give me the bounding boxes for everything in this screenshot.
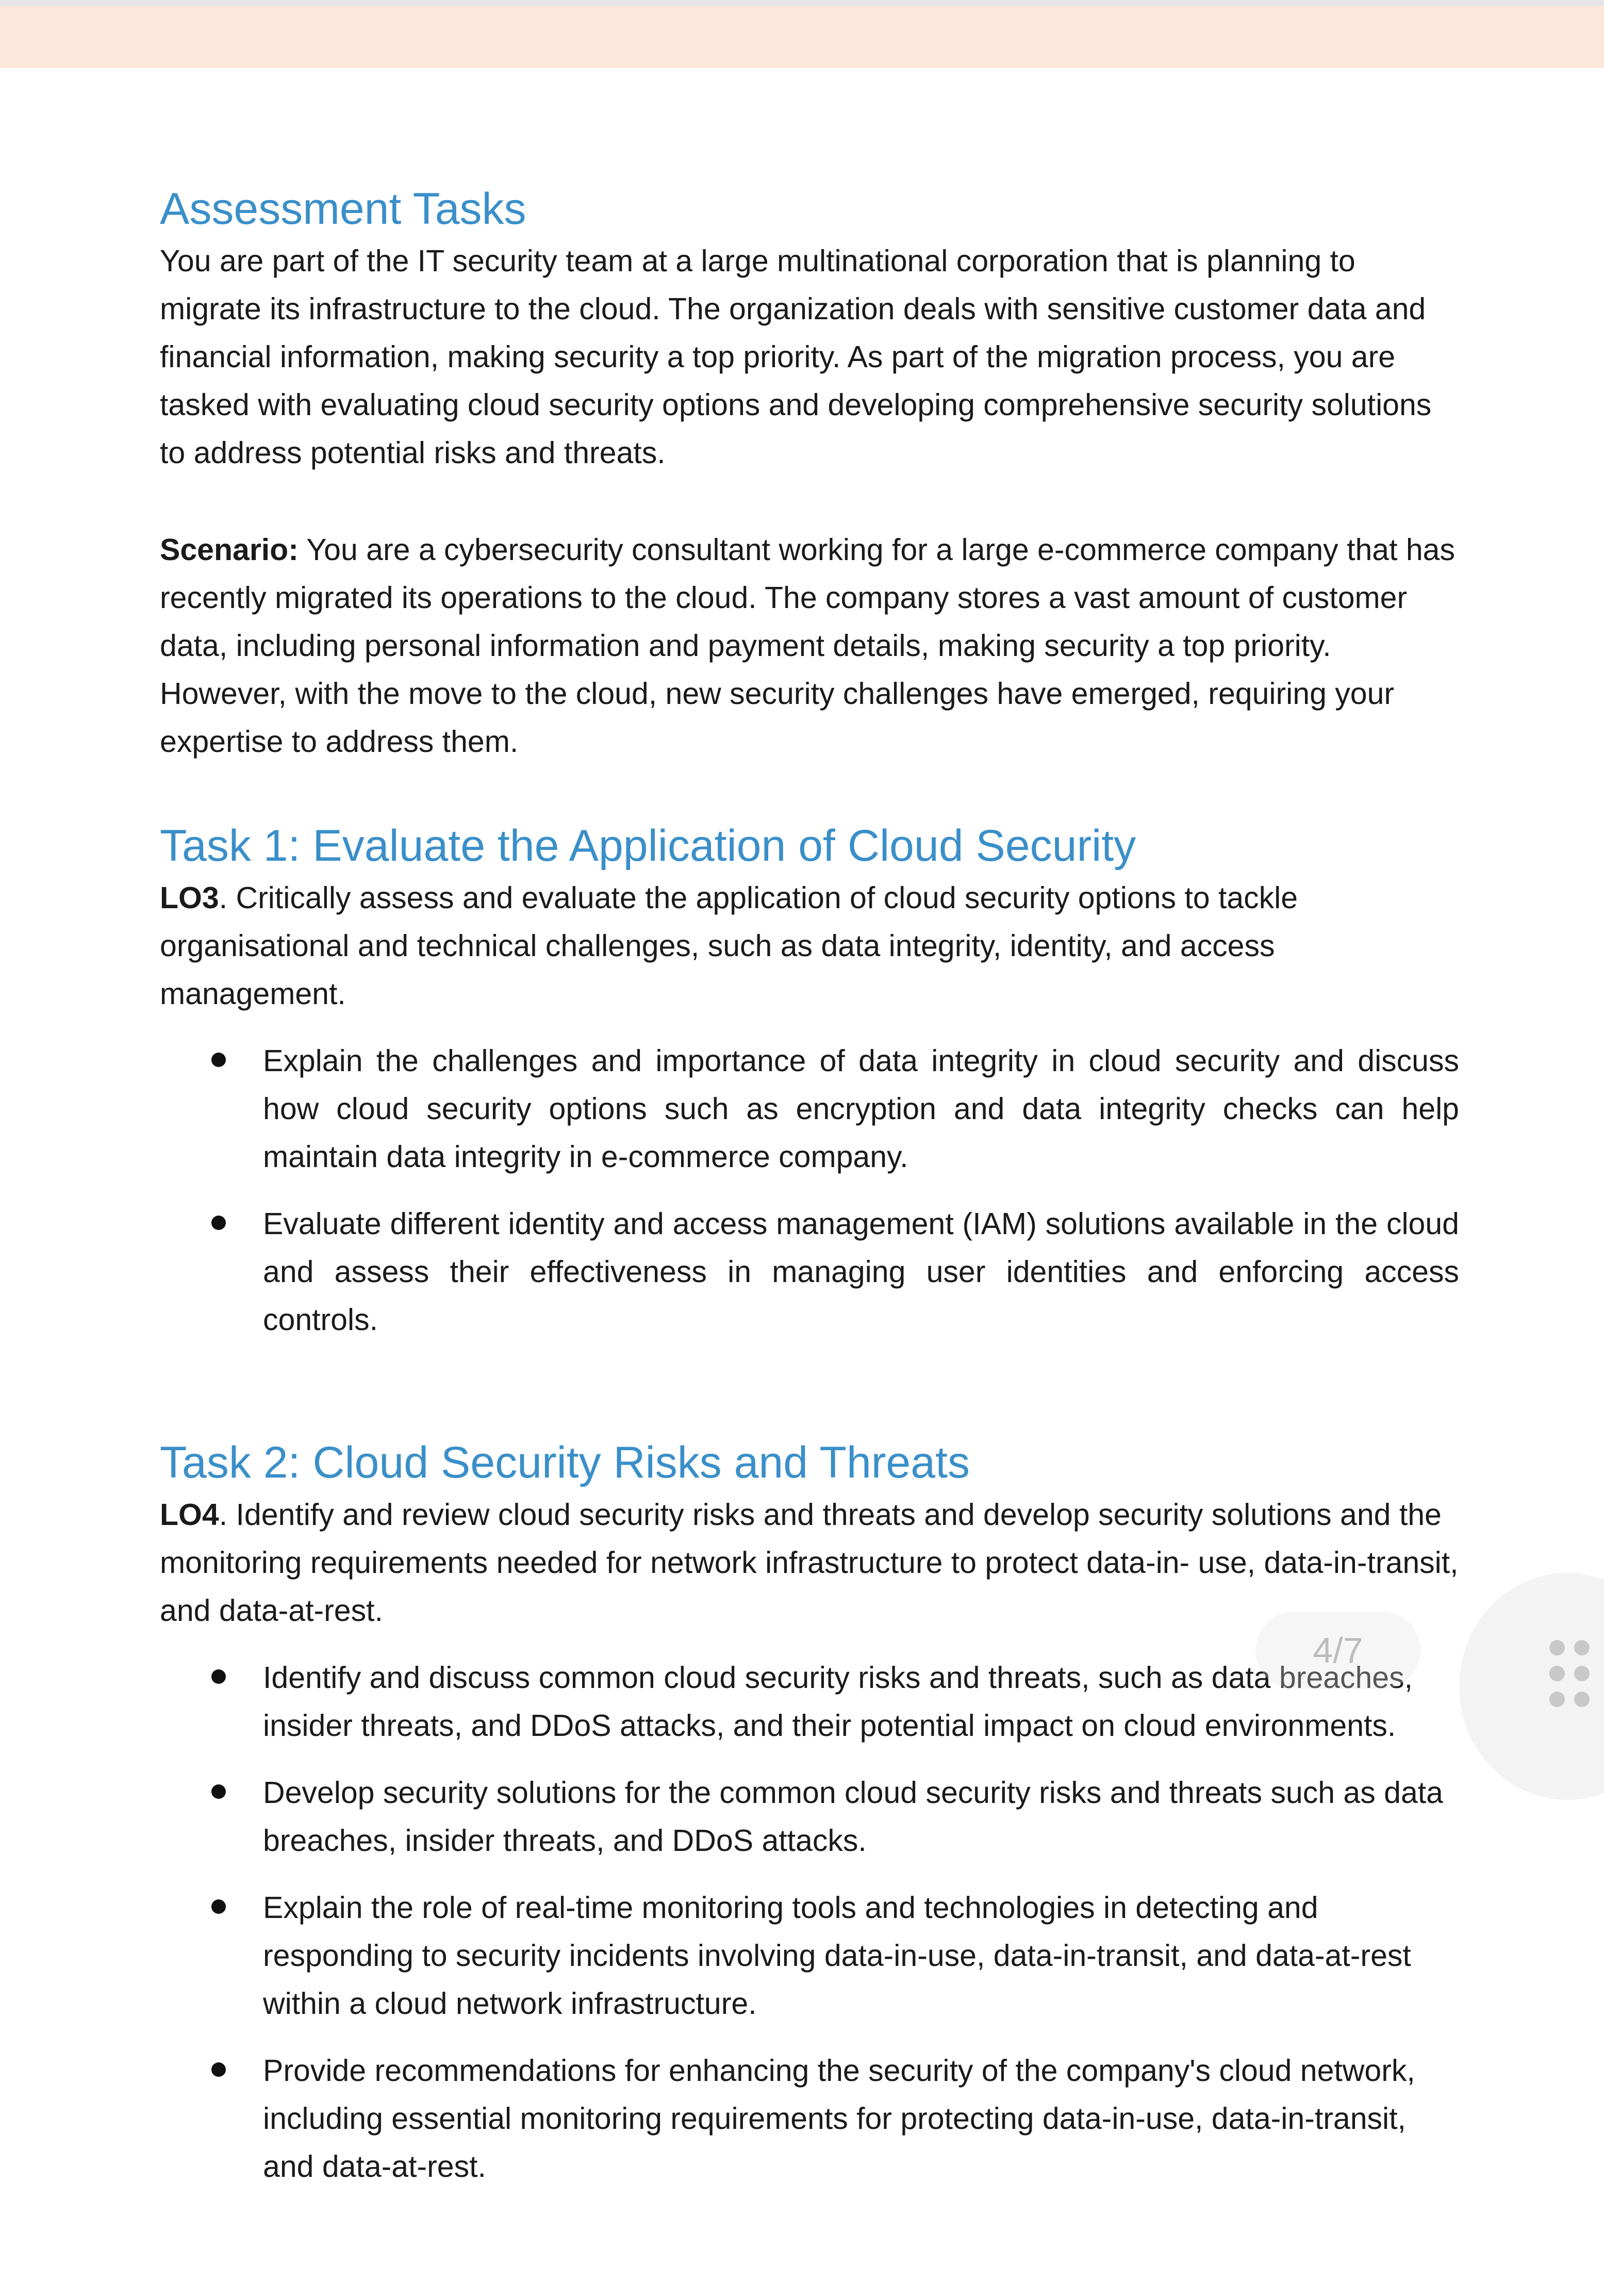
list-item-text: Provide recommendations for enhancing the security of the company's cloud network, including essential monitoring requirements for protecting data-in-use, data-in-transit, and data-at-rest. — [263, 2054, 1415, 2184]
list-item-text: Explain the challenges and importance of data integrity in cloud security and discuss how cloud security options such as encryption and data integrity checks can help maintain data integrity in e-commerce company. — [263, 1044, 1459, 1174]
dot — [1574, 1666, 1590, 1681]
dot — [1549, 1666, 1565, 1681]
list-item-text: Identify and discuss common cloud security risks and threats, such as data breaches, insider threats, and DDoS attacks, and their potential impact on cloud environments. — [263, 1661, 1413, 1743]
bullet-icon — [211, 1784, 226, 1799]
bullet-icon — [211, 1053, 226, 1067]
scenario-text: You are a cybersecurity consultant working for a large e-commerce company that has recently migrated its operations to the cloud. The company stores a vast amount of customer data, including personal information and payment details, making security a top priority. However, with the move to the cloud, new security challenges have emerged, requiring your expertise to address them. — [160, 533, 1455, 759]
task2-heading: Task 2: Cloud Security Risks and Threats — [160, 1438, 970, 1487]
list-item-text: Explain the role of real-time monitoring tools and technologies in detecting and responding to security incidents involving data-in-use, data-in-transit, and data-at-rest within a cloud network infrastructure. — [263, 1891, 1411, 2021]
top-banner — [0, 6, 1604, 68]
document-page — [160, 181, 1459, 2191]
task1-learning-outcome — [160, 874, 1459, 1018]
bullet-icon — [211, 1669, 226, 1684]
top-strip — [0, 0, 1604, 6]
list-item — [160, 1200, 1459, 1344]
assessment-heading: Assessment Tasks — [160, 184, 526, 234]
list-item — [160, 1037, 1459, 1181]
scenario-paragraph — [160, 526, 1459, 766]
task1-lo-text: . Critically assess and evaluate the application of cloud security options to tackle organisational and technical challenges, such as data integrity, identity, and access management. — [160, 881, 1298, 1011]
bullet-icon — [211, 1216, 226, 1230]
dot — [1574, 1692, 1590, 1707]
intro-paragraph: You are part of the IT security team at a large multinational corporation that is planning to migrate its infrastructure to the cloud. The organization deals with sensitive customer data and financial information, making security a top priority. As part of the migration process, you are tasked with evaluating cloud security options and developing comprehensive security solutions to address potential risks and threats. — [160, 244, 1432, 470]
task1-heading: Task 1: Evaluate the Application of Cloud Security — [160, 821, 1136, 871]
task2-learning-outcome — [160, 1491, 1459, 1635]
task1-bullet-list — [160, 1037, 1459, 1344]
task2-lo-text: . Identify and review cloud security risks and threats and develop security solutions and the monitoring requirements needed for network infrastructure to protect data-in- use, data-in-transit, and data-at-rest. — [160, 1498, 1459, 1628]
task2-lo-label: LO4 — [160, 1498, 219, 1532]
list-item-text: Evaluate different identity and access management (IAM) solutions available in the cloud and assess their effectiveness in managing user identities and enforcing access controls. — [263, 1207, 1459, 1337]
dot — [1549, 1640, 1565, 1655]
list-item — [160, 1769, 1459, 1865]
dot — [1574, 1640, 1590, 1655]
scenario-label: Scenario: — [160, 533, 299, 567]
dot — [1549, 1692, 1565, 1707]
bullet-icon — [211, 2062, 226, 2077]
bullet-icon — [211, 1899, 226, 1914]
page-indicator: 4/7 — [1255, 1612, 1420, 1689]
list-item — [160, 1884, 1459, 2028]
list-item-text: Develop security solutions for the common cloud security risks and threats such as data breaches, insider threats, and DDoS attacks. — [263, 1776, 1443, 1858]
task1-lo-label: LO3 — [160, 881, 219, 915]
list-item — [160, 2047, 1459, 2191]
grid-dots-icon[interactable] — [1549, 1640, 1591, 1707]
task2-bullet-list — [160, 1654, 1459, 2191]
